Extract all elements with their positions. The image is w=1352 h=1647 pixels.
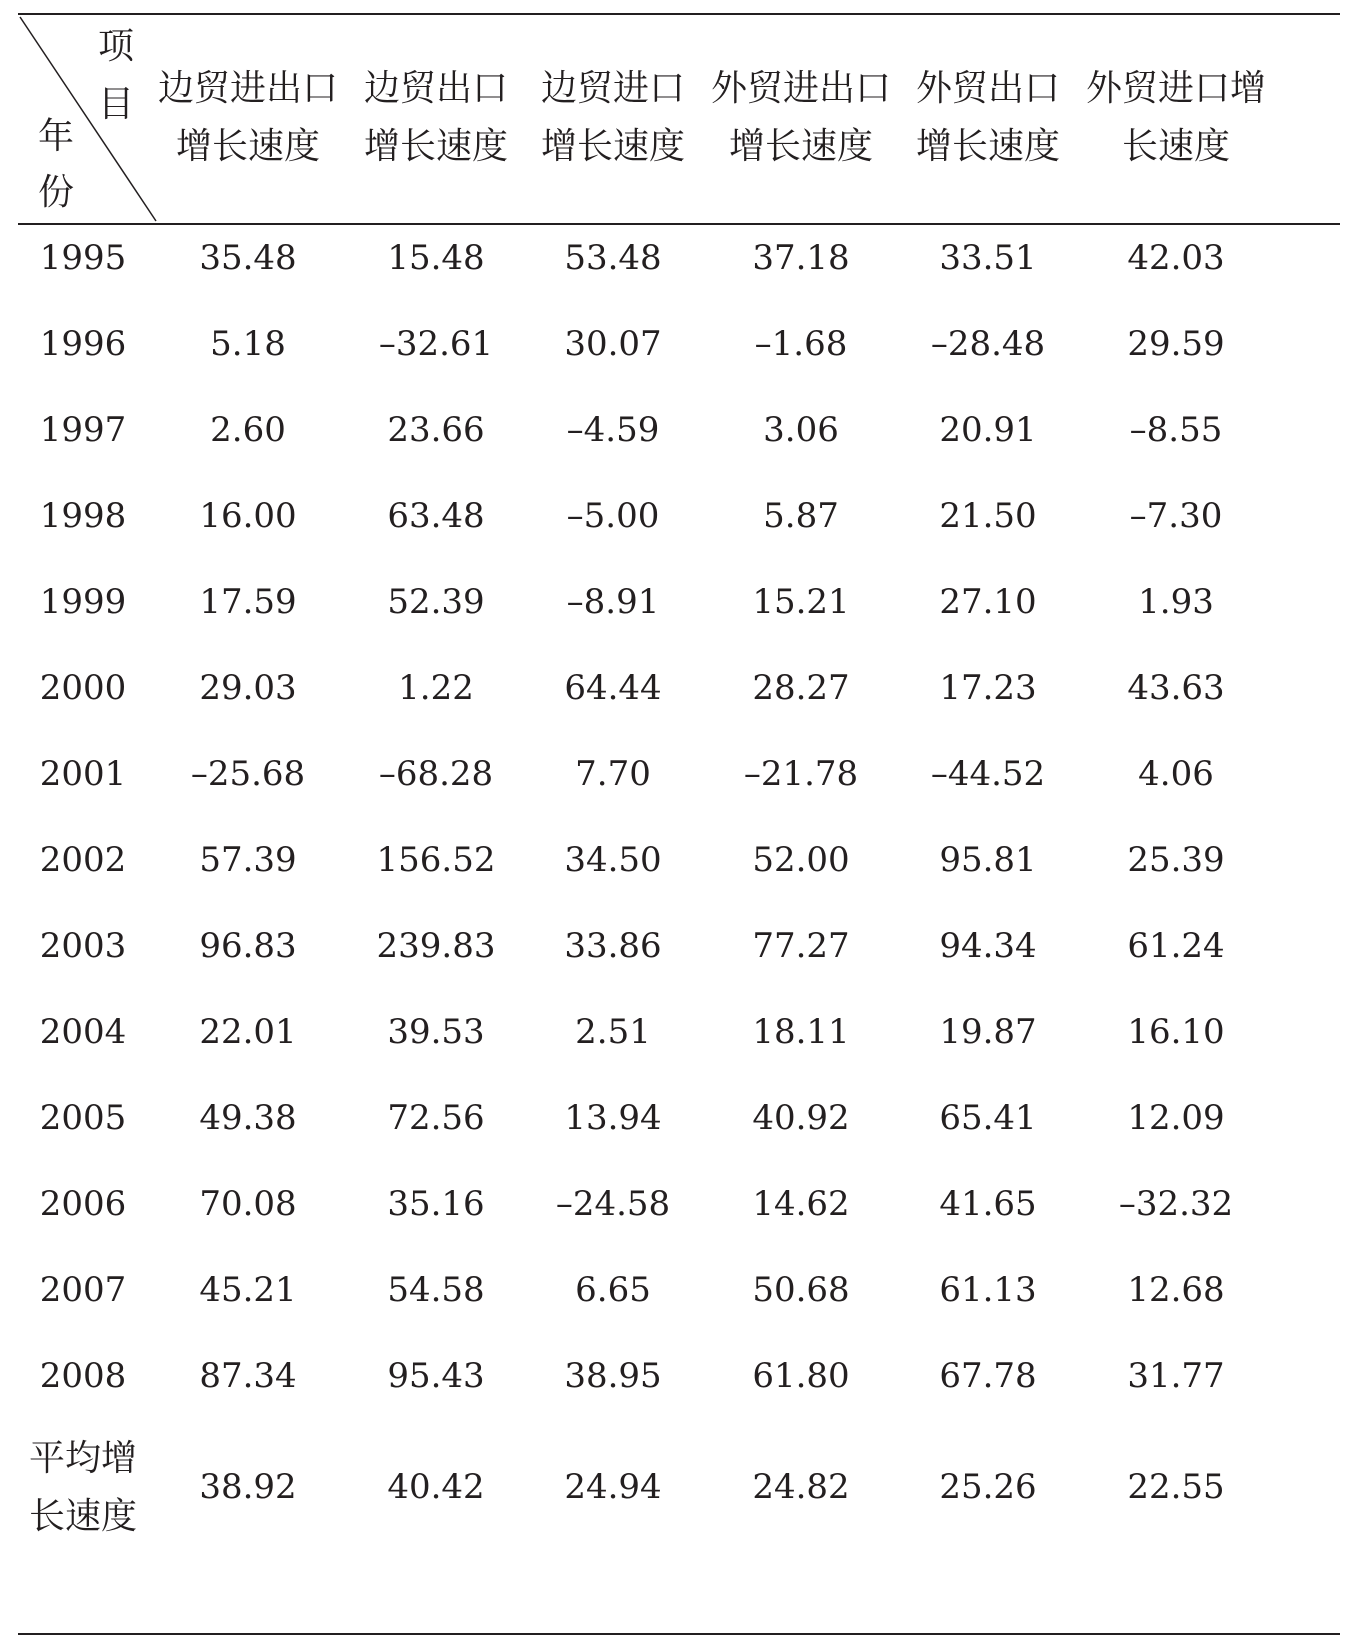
value-cell: –8.55: [1129, 410, 1223, 450]
value-cell: 31.77: [1127, 1356, 1225, 1396]
column-header: [541, 60, 685, 176]
value-cell: 95.81: [939, 840, 1037, 880]
average-cell: 25.26: [939, 1467, 1037, 1507]
column-header: [916, 60, 1060, 176]
value-cell: 15.48: [387, 238, 485, 278]
value-cell: –1.68: [754, 324, 848, 364]
value-cell: 15.21: [752, 582, 850, 622]
column-header-line1: 外贸进口增: [1085, 68, 1267, 109]
value-cell: 239.83: [376, 926, 496, 966]
value-cell: 20.91: [939, 410, 1037, 450]
table-row: [0, 471, 1352, 561]
value-cell: 54.58: [387, 1270, 485, 1310]
value-cell: 17.59: [199, 582, 297, 622]
table-row: [0, 1331, 1352, 1421]
table-row: [0, 385, 1352, 475]
value-cell: 33.51: [939, 238, 1037, 278]
average-cell: 24.82: [752, 1467, 850, 1507]
value-cell: 72.56: [387, 1098, 485, 1138]
table-row: [0, 729, 1352, 819]
corner-year-label-1: 年: [37, 116, 74, 157]
value-cell: 13.94: [564, 1098, 662, 1138]
value-cell: 40.92: [752, 1098, 850, 1138]
value-cell: 39.53: [387, 1012, 485, 1052]
average-label-line1: 平均增: [28, 1438, 138, 1479]
average-cell: 24.94: [564, 1467, 662, 1507]
table-row: [0, 213, 1352, 303]
value-cell: 6.65: [575, 1270, 651, 1310]
value-cell: –28.48: [930, 324, 1046, 364]
value-cell: 1.22: [398, 668, 474, 708]
average-row-label: [29, 1430, 137, 1546]
value-cell: –25.68: [190, 754, 306, 794]
value-cell: –8.91: [566, 582, 660, 622]
value-cell: 28.27: [752, 668, 850, 708]
corner-year-label-2: 份: [37, 172, 74, 213]
year-cell: 2006: [39, 1184, 127, 1224]
value-cell: 29.03: [199, 668, 297, 708]
year-cell: 1999: [39, 582, 127, 622]
table-row: [0, 901, 1352, 991]
year-cell: 2003: [39, 926, 127, 966]
value-cell: 3.06: [763, 410, 839, 450]
value-cell: –44.52: [930, 754, 1046, 794]
value-cell: 27.10: [939, 582, 1037, 622]
value-cell: –21.78: [743, 754, 859, 794]
value-cell: 50.68: [752, 1270, 850, 1310]
value-cell: 57.39: [199, 840, 297, 880]
value-cell: 61.13: [939, 1270, 1037, 1310]
table-bottom-rule: [18, 1633, 1340, 1635]
column-header-line1: 外贸出口: [915, 68, 1061, 109]
column-header-line2: 长速度: [1121, 126, 1231, 167]
table-row: [0, 643, 1352, 733]
value-cell: 61.24: [1127, 926, 1225, 966]
value-cell: 95.43: [387, 1356, 485, 1396]
value-cell: –32.61: [378, 324, 494, 364]
value-cell: 19.87: [939, 1012, 1037, 1052]
value-cell: –24.58: [555, 1184, 671, 1224]
value-cell: 14.62: [752, 1184, 850, 1224]
value-cell: 5.87: [763, 496, 839, 536]
value-cell: 33.86: [564, 926, 662, 966]
value-cell: 34.50: [564, 840, 662, 880]
value-cell: 4.06: [1138, 754, 1214, 794]
value-cell: 77.27: [752, 926, 850, 966]
table-row: [0, 815, 1352, 905]
value-cell: 30.07: [564, 324, 662, 364]
value-cell: 23.66: [387, 410, 485, 450]
average-row: [0, 1438, 1352, 1537]
value-cell: 96.83: [199, 926, 297, 966]
value-cell: 52.39: [387, 582, 485, 622]
value-cell: 21.50: [939, 496, 1037, 536]
value-cell: 17.23: [939, 668, 1037, 708]
year-cell: 2005: [39, 1098, 127, 1138]
column-header: [364, 60, 508, 176]
value-cell: –5.00: [566, 496, 660, 536]
column-header-line2: 增长速度: [540, 126, 686, 167]
value-cell: 22.01: [199, 1012, 297, 1052]
corner-item-label-2: 目: [97, 84, 134, 125]
value-cell: 12.68: [1127, 1270, 1225, 1310]
column-header-line1: 外贸进出口: [710, 68, 892, 109]
value-cell: 35.48: [199, 238, 297, 278]
value-cell: 52.00: [752, 840, 850, 880]
column-header-line1: 边贸进口: [540, 68, 686, 109]
value-cell: 38.95: [564, 1356, 662, 1396]
column-header: [711, 60, 891, 176]
year-cell: 2002: [39, 840, 127, 880]
year-cell: 2001: [39, 754, 127, 794]
value-cell: 18.11: [752, 1012, 850, 1052]
value-cell: –4.59: [566, 410, 660, 450]
value-cell: 70.08: [199, 1184, 297, 1224]
table-row: [0, 557, 1352, 647]
year-cell: 1995: [39, 238, 127, 278]
year-cell: 2007: [39, 1270, 127, 1310]
column-header-line2: 增长速度: [363, 126, 509, 167]
year-cell: 2004: [39, 1012, 127, 1052]
average-cell: 38.92: [199, 1467, 297, 1507]
value-cell: –68.28: [378, 754, 494, 794]
year-cell: 1996: [39, 324, 127, 364]
value-cell: 1.93: [1138, 582, 1214, 622]
value-cell: 7.70: [575, 754, 651, 794]
value-cell: 25.39: [1127, 840, 1225, 880]
table-row: [0, 1245, 1352, 1335]
column-header-line2: 增长速度: [175, 126, 321, 167]
value-cell: –7.30: [1129, 496, 1223, 536]
value-cell: 43.63: [1127, 668, 1225, 708]
table-row: [0, 299, 1352, 389]
value-cell: 16.10: [1127, 1012, 1225, 1052]
value-cell: 42.03: [1127, 238, 1225, 278]
column-header: [1086, 60, 1266, 176]
average-label-line2: 长速度: [28, 1496, 138, 1537]
year-cell: 2008: [39, 1356, 127, 1396]
average-cell: 22.55: [1127, 1467, 1225, 1507]
table-row: [0, 1073, 1352, 1163]
value-cell: 2.51: [575, 1012, 651, 1052]
value-cell: 65.41: [939, 1098, 1037, 1138]
table-row: [0, 987, 1352, 1077]
column-header: [158, 60, 338, 176]
value-cell: 2.60: [210, 410, 286, 450]
table-row: [0, 1159, 1352, 1249]
corner-item-label-1: 项: [97, 26, 134, 67]
value-cell: 61.80: [752, 1356, 850, 1396]
value-cell: 49.38: [199, 1098, 297, 1138]
column-header-line1: 边贸出口: [363, 68, 509, 109]
table-top-rule: [18, 13, 1340, 15]
value-cell: 29.59: [1127, 324, 1225, 364]
value-cell: 63.48: [387, 496, 485, 536]
corner-header-cell: [18, 15, 158, 223]
value-cell: 45.21: [199, 1270, 297, 1310]
value-cell: –32.32: [1118, 1184, 1234, 1224]
value-cell: 35.16: [387, 1184, 485, 1224]
average-cell: 40.42: [387, 1467, 485, 1507]
column-header-line1: 边贸进出口: [157, 68, 339, 109]
value-cell: 67.78: [939, 1356, 1037, 1396]
value-cell: 64.44: [564, 668, 662, 708]
value-cell: 16.00: [199, 496, 297, 536]
year-cell: 1998: [39, 496, 127, 536]
value-cell: 12.09: [1127, 1098, 1225, 1138]
value-cell: 41.65: [939, 1184, 1037, 1224]
year-cell: 1997: [39, 410, 127, 450]
value-cell: 94.34: [939, 926, 1037, 966]
value-cell: 5.18: [210, 324, 286, 364]
column-header-line2: 增长速度: [728, 126, 874, 167]
value-cell: 53.48: [564, 238, 662, 278]
value-cell: 156.52: [376, 840, 496, 880]
value-cell: 37.18: [752, 238, 850, 278]
year-cell: 2000: [39, 668, 127, 708]
column-header-line2: 增长速度: [915, 126, 1061, 167]
value-cell: 87.34: [199, 1356, 297, 1396]
